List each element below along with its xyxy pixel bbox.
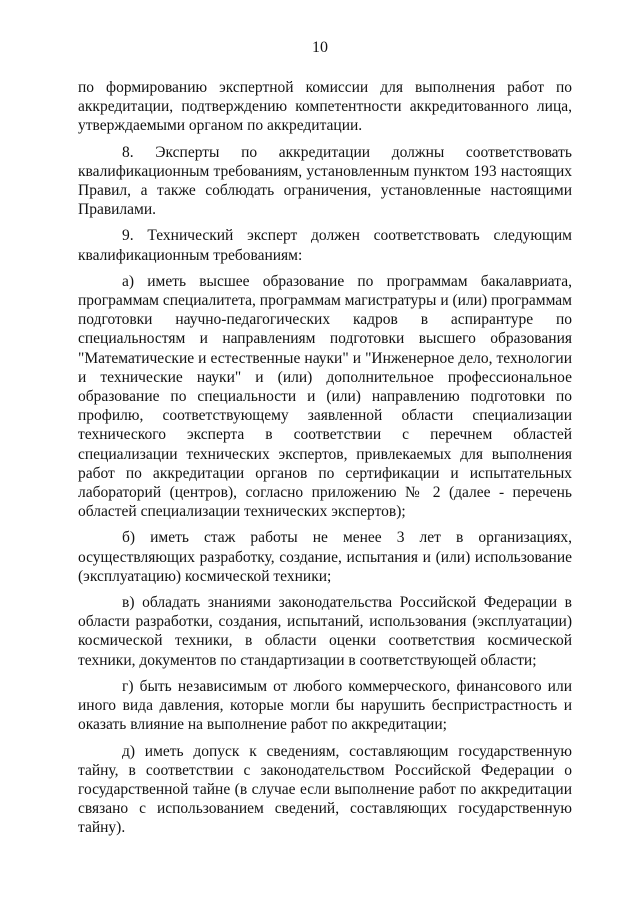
page-number: 10 — [312, 39, 328, 56]
paragraph-subitem-a: а) иметь высшее образование по программам бакалавриата, программам специалитета, программам магистратуры и (или) программам подготовки научно-педагогических кадров в аспирантуре по специальностям и направлениям подготовки высшего образования "Математические и естественные науки" и "Инженерное дело, технологии и технические науки" и (или) дополнительное профессиональное образование по специальности и (или) направлению подготовки по профилю, соответствующему заявленной области специализации технического эксперта в соответствии с перечнем областей специализации технических экспертов, привлекаемых для выполнения работ по аккредитации органов по сертификации и испытательных лабораторий (центров), согласно приложению № 2 (далее - перечень областей специализации технических экспертов); — [78, 272, 572, 521]
paragraph-subitem-d: д) иметь допуск к сведениям, составляющим государственную тайну, в соответствии с законодательством Российской Федерации о государственной тайне (в случае если выполнение работ по аккредитации связано с использованием сведений, составляющих государственную тайну). — [78, 742, 572, 837]
paragraph-item-8: 8. Эксперты по аккредитации должны соответствовать квалификационным требованиям, установленным пунктом 193 настоящих Правил, а также соблюдать ограничения, установленные настоящими Правилами. — [78, 143, 572, 219]
paragraph-continuation: по формированию экспертной комиссии для выполнения работ по аккредитации, подтверждению компетентности аккредитованного лица, утверждаемыми органом по аккредитации. — [78, 79, 572, 135]
document-body — [78, 78, 572, 838]
paragraph-subitem-g: г) быть независимым от любого коммерческого, финансового или иного вида давления, которые могли бы нарушить беспристрастность и оказать влияние на выполнение работ по аккредитации; — [78, 677, 572, 734]
paragraph-item-9: 9. Технический эксперт должен соответствовать следующим квалификационным требованиям: — [78, 227, 572, 264]
paragraph-subitem-b: б) иметь стаж работы не менее 3 лет в организациях, осуществляющих разработку, создание, испытания и (или) использование (эксплуатацию) космической техники; — [78, 529, 572, 585]
paragraph-subitem-v: в) обладать знаниями законодательства Российской Федерации в области разработки, создания, испытаний, использования (эксплуатации) космической техники, в области оценки соответствия космической техники, документов по стандартизации в соответствующей области; — [78, 594, 572, 669]
